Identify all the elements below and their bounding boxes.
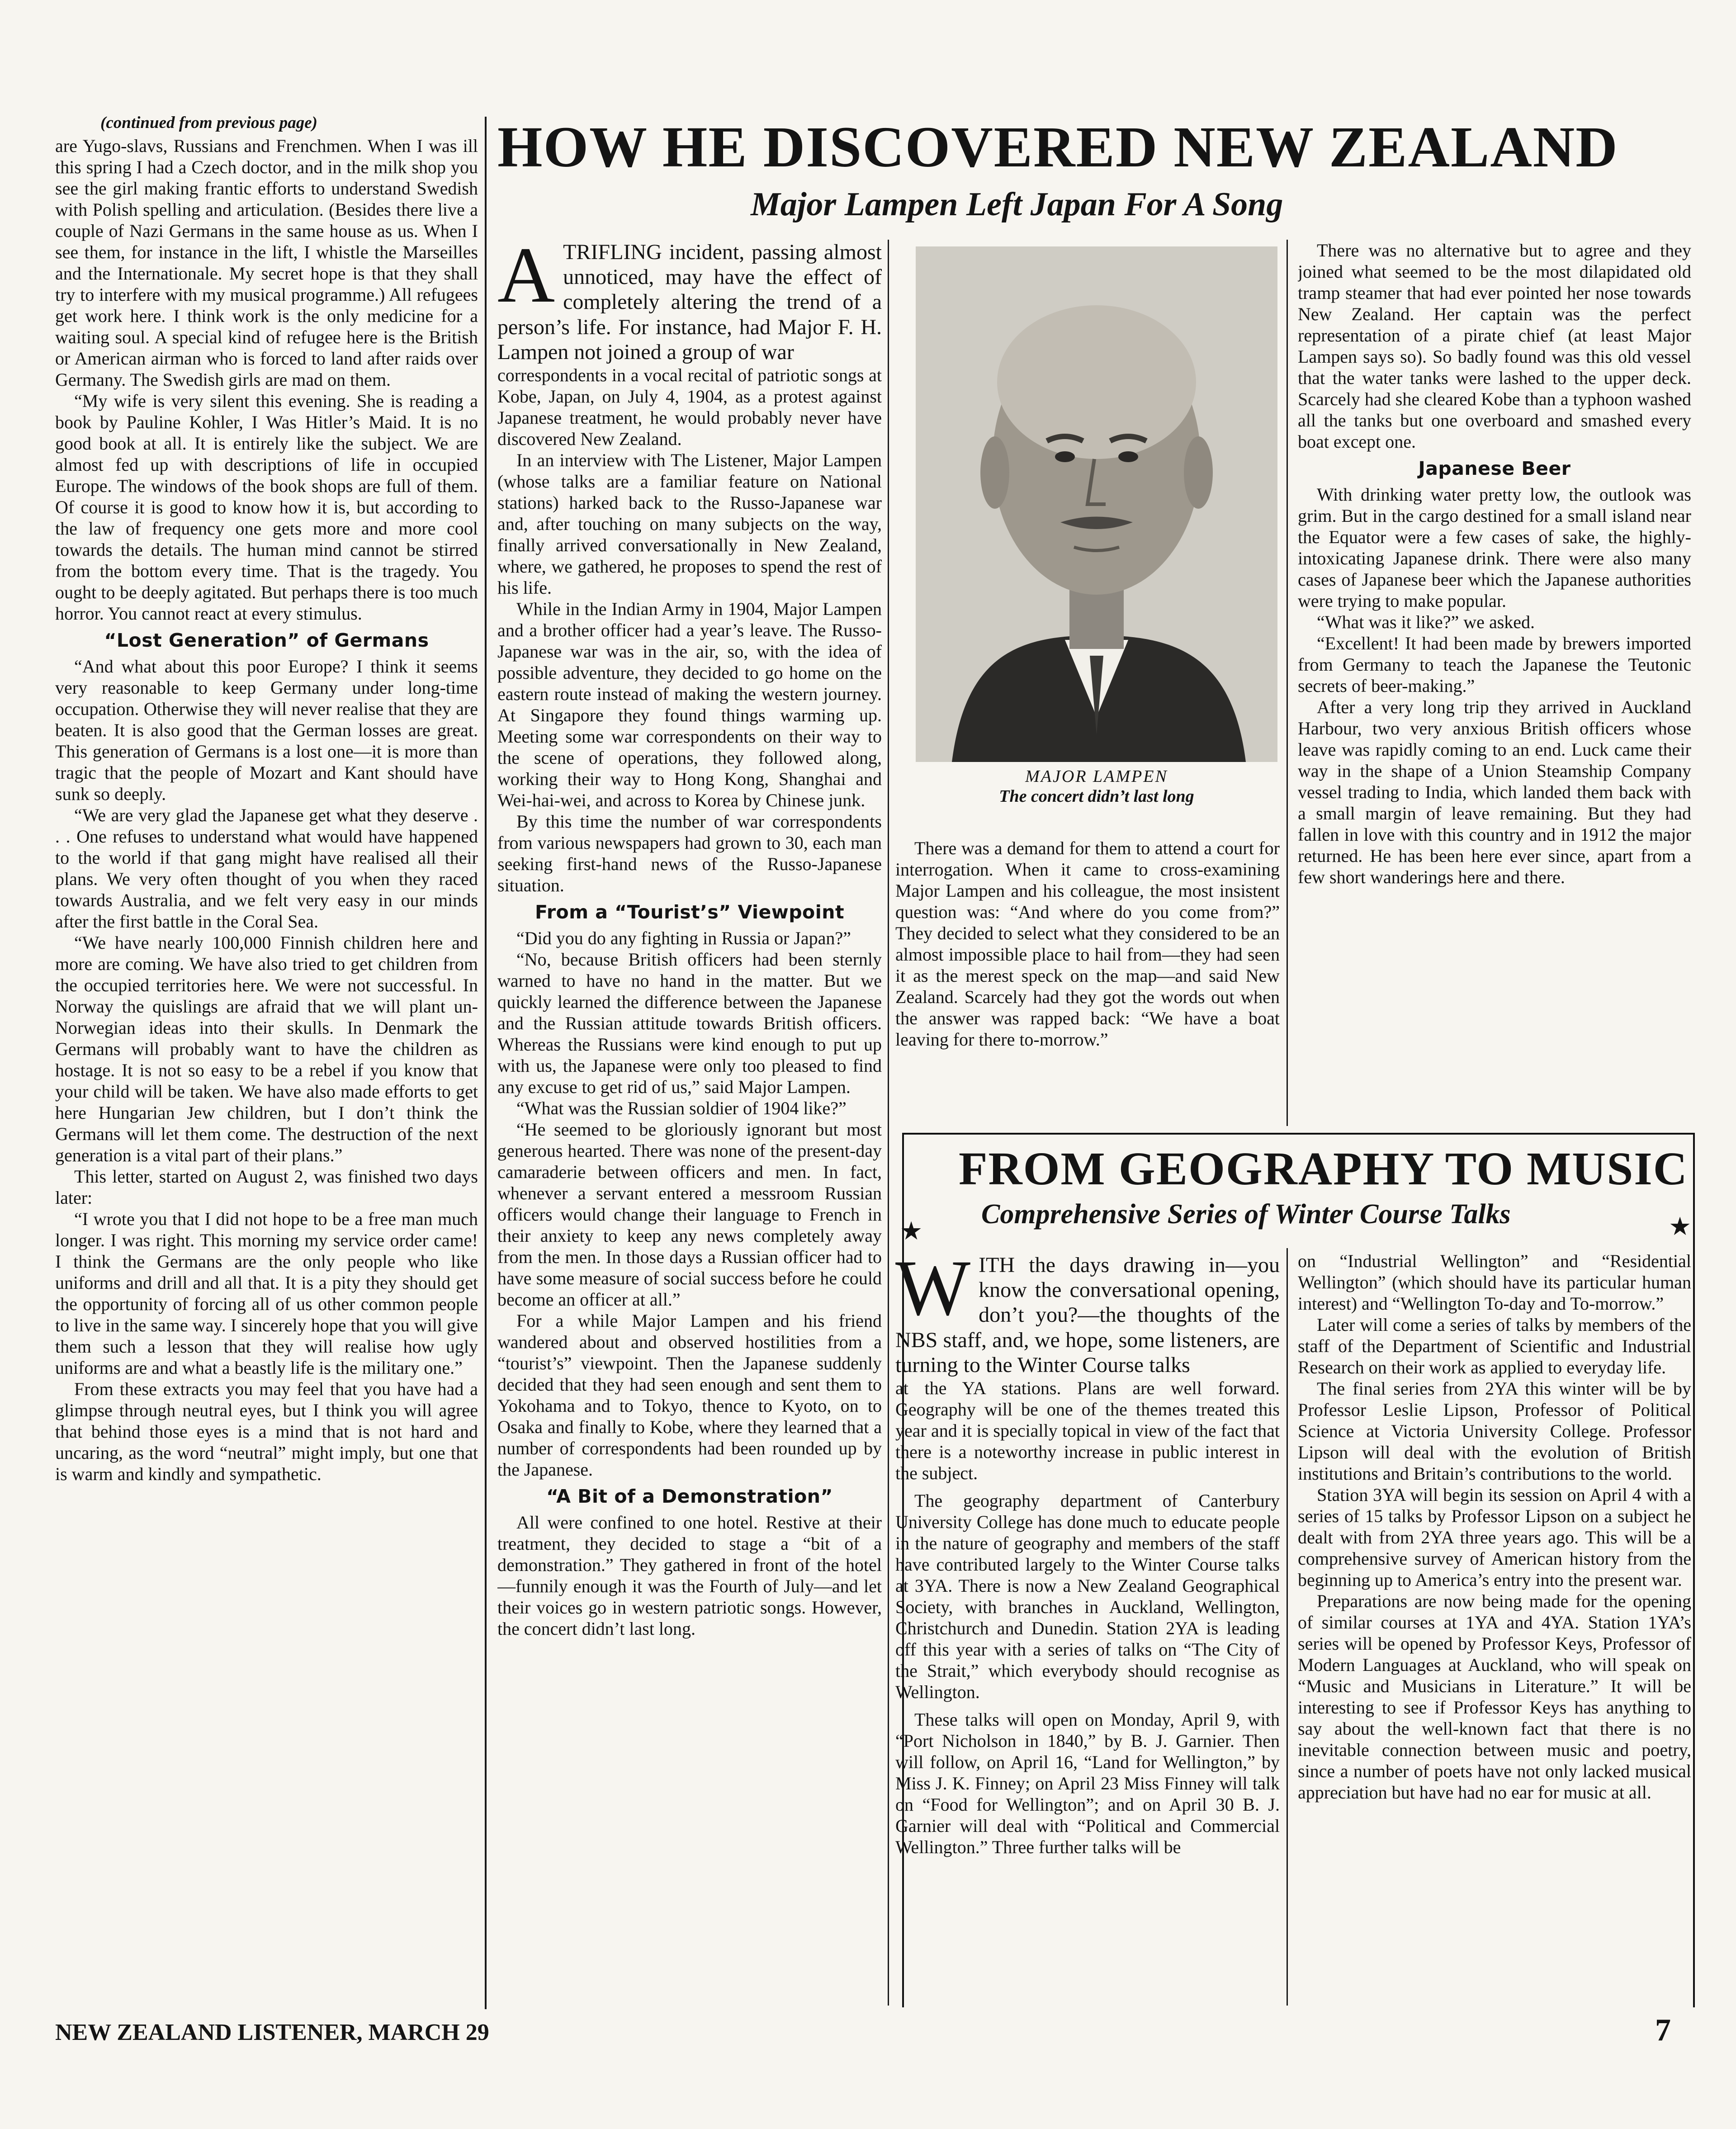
article1-column-2 bbox=[895, 837, 1280, 1122]
footer-publication: NEW ZEALAND LISTENER, MARCH 29 bbox=[55, 2020, 489, 2045]
article2-paragraph: on “Industrial Wellington” and “Residential Wellington” (which should have its particular human interest) and “Wellington To-day and To-morrow.” bbox=[1298, 1251, 1691, 1314]
article2-lead bbox=[895, 1253, 1280, 1377]
article1-lead-text: TRIFLING incident, passing almost unnoticed, may have the effect of completely altering the trend of a person’s life. For instance, had Major F. H. Lampen not joined a group of war bbox=[497, 240, 882, 364]
left-paragraph-2: “My wife is very silent this evening. She is reading a book by Pauline Kohler, I Was Hitler’s Maid. It is no good book at all. It is entirely like the subject. We are almost fed up with descriptions of life in occupied Europe. The windows of the book shops are full of them. Of course it is good to know how it is, but according to the law of frequency one gets more and more cool towards the details. The human mind cannot be stirred from the bottom every time. That is the tragedy. You ought to be deeply agitated. But perhaps there is too much horror. You cannot react at every stimulus. bbox=[55, 391, 478, 624]
article1-paragraph: “What was the Russian soldier of 1904 like?” bbox=[516, 1098, 847, 1118]
article1-paragraph: “Did you do any fighting in Russia or Japan?” bbox=[516, 927, 851, 948]
article1-paragraph: “Excellent! It had been made by brewers imported from Germany to teach the Japanese the Teutonic secrets of beer-making.” bbox=[1298, 633, 1691, 696]
article2-paragraph: Later will come a series of talks by members of the staff of the Department of Scientific and Industrial Research on their work as applied to everyday life. bbox=[1298, 1315, 1691, 1377]
article1-paragraph: In an interview with The Listener, Major Lampen (whose talks are a familiar feature on National stations) harked back to the Russo-Japanese war and, after touching on many subjects on the way, finally arrived conversationally in New Zealand, where, we gathered, he proposes to spend the rest of his life. bbox=[497, 449, 882, 598]
left-paragraph-6: This letter, started on August 2, was finished two days later: bbox=[55, 1166, 478, 1208]
portrait-photo bbox=[916, 246, 1277, 762]
column-rule-article1-b bbox=[1287, 240, 1288, 1126]
left-column bbox=[55, 113, 478, 2008]
article2-lead-text: ITH the days drawing in—you know the conversational opening, don’t you?—the thoughts of the NBS staff, and, we hope, some listeners, are turning to the Winter Course talks bbox=[895, 1253, 1280, 1377]
article1-subhead-demonstration: “A Bit of a Demonstration” bbox=[546, 1485, 833, 1507]
column-rule-article1 bbox=[888, 240, 889, 2006]
column-rule-left bbox=[485, 117, 487, 2009]
article1-dropcap: A bbox=[497, 240, 555, 319]
star-icon: ★ bbox=[1669, 1213, 1692, 1241]
left-paragraph-4: “We are very glad the Japanese get what they deserve . . . One refuses to understand what would have happened to the world if that gang might have realised all their plans. We very often thought of you when they raced towards Australia, and we felt very easy in our minds after the first battle in the Coral Sea. bbox=[55, 805, 478, 932]
article1-paragraph: With drinking water pretty low, the outlook was grim. But in the cargo destined for a small island near the Equator were a few cases of sake, the highly-intoxicating Japanese drink. There were also many cases of Japanese beer which the Japanese authorities were trying to make popular. bbox=[1298, 484, 1691, 611]
article1-paragraph: “What was it like?” we asked. bbox=[1317, 612, 1535, 632]
article1-paragraph: For a while Major Lampen and his friend wandered about and observed hostilities from a “tourist’s” viewpoint. Then the Japanese suddenly decided that they had seen enough and sent them to Yokohama and to Tokyo, thence to Kyoto, on to Osaka and finally to Kobe, where they learned that a number of correspondents had been rounded up by the Japanese. bbox=[497, 1310, 882, 1480]
article2-paragraph: Preparations are now being made for the opening of similar courses at 1YA and 4YA. Station 1YA’s series will be opened by Professor Keys, Professor of Modern Languages at Auckland, who will speak on “Music and Musicians in Literature.” It will be interesting to see if Professor Keys has anything to say about the well-known fact that there is no inevitable connection between music and poetry, since a number of poets have not only lacked musical appreciation but have had no ear for music at all. bbox=[1298, 1591, 1691, 1803]
article2-column-2 bbox=[1298, 1250, 1691, 2006]
footer-page-number: 7 bbox=[1655, 2013, 1671, 2048]
continued-note: (continued from previous page) bbox=[100, 114, 317, 132]
star-icon: ★ bbox=[900, 1217, 923, 1245]
article1-subhead-beer: Japanese Beer bbox=[1418, 458, 1571, 479]
article1-paragraph: By this time the number of war correspondents from various newspapers had grown to 30, each man seeking first-hand news of the Russo-Japanese situation. bbox=[497, 811, 882, 895]
article2-paragraph: Station 3YA will begin its session on April 4 with a series of 15 talks by Professor Lipson on a subject he dealt with from 2YA three years ago. This will be a comprehensive survey of American history from the beginning up to America’s entry into the present war. bbox=[1298, 1485, 1691, 1590]
article1-paragraph: There was no alternative but to agree and they joined what seemed to be the most dilapidated old tramp steamer that had ever pointed her nose towards New Zealand. Her captain was the perfect representation of a pirate chief (at least Major Lampen says so). So badly found was this old vessel that the water tanks were lashed to the upper deck. Scarcely had she cleared Kobe than a typhoon washed all the tanks but one overboard and smashed every boat except one. bbox=[1298, 240, 1691, 452]
article1-column-3 bbox=[1298, 240, 1691, 1126]
article1-subtitle: Major Lampen Left Japan For A Song bbox=[751, 186, 1283, 223]
article1-column-1 bbox=[497, 240, 882, 2006]
article1-headline: HOW HE DISCOVERED NEW ZEALAND bbox=[497, 115, 1618, 179]
article2-column-1 bbox=[895, 1253, 1280, 2008]
article1-paragraph: “No, because British officers had been sternly warned to have no hand in the matter. But we quickly learned the difference between the Japanese and the Russian attitude towards British officers. Whereas the Russians were kind enough to put up with us, the Japanese were only too pleased to find any excuse to get rid of us,” said Major Lampen. bbox=[497, 949, 882, 1097]
left-paragraph-8: From these extracts you may feel that you have had a glimpse through neutral eyes, but I think you will agree that behind those eyes is a mind that is not hard and uncaring, as the word “neutral” might imply, but one that is warm and kindly and sympathetic. bbox=[55, 1379, 478, 1484]
photo-caption bbox=[916, 766, 1277, 806]
caption-name: MAJOR LAMPEN bbox=[1025, 767, 1168, 786]
left-paragraph-5: “We have nearly 100,000 Finnish children here and more are coming. We have also tried to get children from the occupied territories here. We were not successful. In Norway the quislings are afraid that we will plant un-Norwegian ideas into their skulls. In Denmark the Germans will probably want to have the children as hostage. It is not so easy to be a rebel if you know that your child will be taken. We have also made efforts to get here Hungarian Jew children, but I don’t think the Germans will let them come. The destruction of the next generation is a vital part of their plans.” bbox=[55, 932, 478, 1165]
column-rule-article2 bbox=[1287, 1248, 1288, 2006]
left-subhead: “Lost Generation” of Germans bbox=[104, 629, 429, 651]
article2-subtitle: Comprehensive Series of Winter Course Talks bbox=[981, 1199, 1511, 1230]
left-paragraph-1: are Yugo-slavs, Russians and Frenchmen. When I was ill this spring I had a Czech doctor, and in the milk shop you see the girl making frantic efforts to understand Swedish with Polish spelling and articulation. (Besides there live a couple of Nazi Germans in the same house as us. When I see them, for instance in the lift, I whistle the Marseilles and the Internationale. My secret hope is that they shall try to interfere with my musical programme.) All refugees get work here. I think work is the only medicine for a waiting soul. A special kind of refugee here is the British or American airman who is forced to land after raids over Germany. The Swedish girls are mad on them. bbox=[55, 136, 478, 390]
article2-paragraph: The geography department of Canterbury University College has done much to educate people in the nature of geography and members of the staff have contributed largely to the Winter Course talks at 3YA. There is now a New Zealand Geographical Society, with branches in Auckland, Wellington, Christchurch and Dunedin. Station 2YA is leading off this year with a series of talks on “The City of the Strait,” which everybody should recognise as Wellington. bbox=[895, 1490, 1280, 1702]
caption-text: The concert didn’t last long bbox=[999, 787, 1194, 806]
article2-dropcap: W bbox=[895, 1253, 971, 1332]
left-paragraph-7: “I wrote you that I did not hope to be a free man much longer. I was right. This morning my service order came! I think the Germans are the only people who like uniforms and drill and all that. It is a pity they should get the opportunity of forcing all of us other common people to live in the same way. I sincerely hope that you will give them such a lesson that they will realise how ugly uniforms are and what a beastly life is the military one.” bbox=[55, 1209, 478, 1378]
article1-subhead-tourist: From a “Tourist’s” Viewpoint bbox=[535, 901, 845, 923]
article1-paragraph: While in the Indian Army in 1904, Major Lampen and a brother officer had a year’s leave. The Russo-Japanese war was in the air, so, with the idea of possible adventure, they decided to go home on the eastern route instead of making the western journey. At Singapore they found things warming up. Meeting some war correspondents on their way to the scene of operations, they followed along, working their way to Hong Kong, Shanghai and Wei-hai-wei, and across to Korea by Chinese junk. bbox=[497, 598, 882, 810]
article1-paragraph: “He seemed to be gloriously ignorant but most generous hearted. There was none of the present-day camaraderie between officers and men. In fact, whenever a servant entered a messroom Russian officers would change their language to French in their anxiety to keep any news completely away from the men. In those days a Russian officer had to have some measure of social success before he could become an officer at all.” bbox=[497, 1119, 882, 1310]
portrait-illustration bbox=[916, 246, 1277, 762]
article1-paragraph: All were confined to one hotel. Restive at their treatment, they decided to stage a “bit of a demonstration.” They gathered in front of the hotel—funnily enough it was the Fourth of July—and let their voices go in western patriotic songs. However, the concert didn’t last long. bbox=[497, 1512, 882, 1639]
article2-paragraph: The final series from 2YA this winter will be by Professor Leslie Lipson, Professor of Political Science at Victoria University College. Professor Lipson will deal with the evolution of British institutions and Britain’s contributions to the world. bbox=[1298, 1378, 1691, 1484]
article2-paragraph: These talks will open on Monday, April 9, with “Port Nicholson in 1840,” by B. J. Garnier. Then will follow, on April 16, “Land for Wellington,” by Miss J. K. Finney; on April 23 Miss Finney will talk on “Food for Wellington”; and on April 30 B. J. Garnier will deal with “Political and Commercial Wellington.” Three further talks will be bbox=[895, 1709, 1280, 1857]
article2-paragraph: at the YA stations. Plans are well forward. Geography will be one of the themes treated this year and it is specially topical in view of the fact that there is a noteworthy increase in public interest in the subject. bbox=[895, 1377, 1280, 1483]
article2-headline: FROM GEOGRAPHY TO MUSIC bbox=[959, 1143, 1688, 1195]
left-paragraph-3: “And what about this poor Europe? I think it seems very reasonable to keep Germany under long-time occupation. Otherwise they will never realise that they are beaten. It is also good that the German losses are great. This generation of Germans is a lost one—it is more than tragic that the people of Mozart and Kant should have sunk so deeply. bbox=[55, 656, 478, 804]
article1-paragraph: There was a demand for them to attend a court for interrogation. When it came to cross-examining Major Lampen and his colleague, the most insistent question was: “And where do you come from?” They decided to select what they considered to be an almost impossible place to hail from—they had seen it as the merest speck on the map—and said New Zealand. Scarcely had they got the words out when the answer was rapped back: “We have a boat leaving for there to-morrow.” bbox=[895, 838, 1280, 1050]
article1-paragraph: correspondents in a vocal recital of patriotic songs at Kobe, Japan, on July 4, 1904, as a protest against Japanese treatment, he would probably never have discovered New Zealand. bbox=[497, 364, 882, 449]
article1-lead bbox=[497, 240, 882, 364]
article1-paragraph: After a very long trip they arrived in Auckland Harbour, two very anxious British officers whose leave was rapidly coming to an end. Luck came their way in the shape of a Union Steamship Company vessel trading to India, which landed them back with a small margin of leave remaining. But they had fallen in love with this country and in 1912 the major returned. He has been here ever since, apart from a few short wanderings here and there. bbox=[1298, 697, 1691, 887]
